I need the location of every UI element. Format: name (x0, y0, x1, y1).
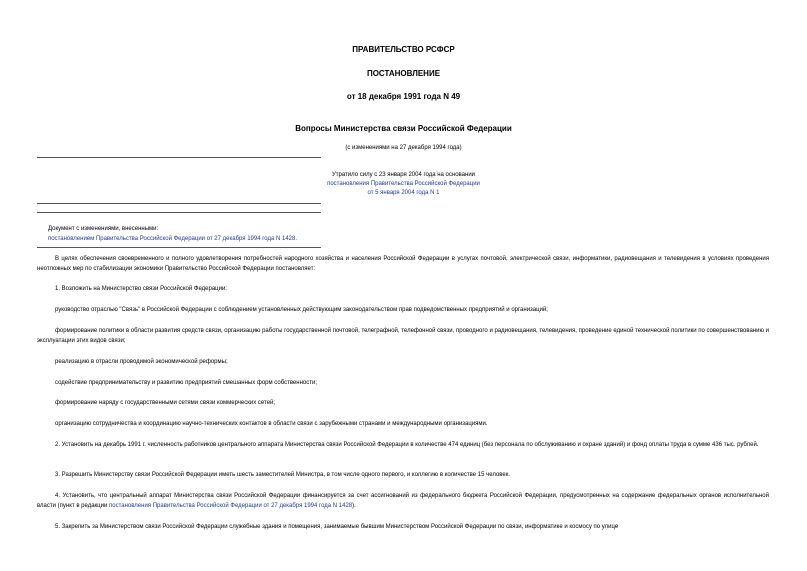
paragraph-4-text: 4. Установить, что центральный аппарат Министерства связи Российской Федерации финансируется за счет ассигнований из федерального бюджета Российской Федерации, предусмотренных на содержание федеральных органов исполнительной власти (пункт в редакции (37, 493, 769, 509)
paragraph-5: 5. Закрепить за Министерством связи Российской Федерации служебные здания и помещения, занимаемые бывшим Министерством Российской Федерации по связи, информатике и космосу по улице (55, 524, 619, 530)
amendments-intro: Документ с изменениями, внесенными: (48, 226, 159, 232)
paragraph-1: 1. Возложить на Министерство связи Российской Федерации: (55, 286, 227, 292)
paragraph-4-end: ). (352, 503, 356, 509)
paragraph-4 (37, 491, 769, 511)
repeal-link-line1[interactable]: постановления Правительства Российской Федерации (327, 181, 480, 187)
paragraph-1a: руководство отраслью "Связь" в Российской Федерации с соблюдением установленных действующим законодательством прав подведомственных предприятий и организаций; (55, 307, 548, 313)
paragraph-1c: реализацию в отрасли проводимой экономической реформы; (55, 359, 228, 365)
divider-rule (37, 203, 321, 204)
divider-rule (37, 157, 321, 158)
status-line: Утратило силу с 23 января 2004 года на основании (331, 172, 476, 178)
paragraph-4-link[interactable]: постановления Правительства Российской Федерации от 27 декабря 1994 года N 1428 (109, 503, 353, 509)
divider-rule (37, 247, 321, 248)
paragraph-1e: формирование наряду с государственными сетями связи коммерческих сетей; (55, 400, 276, 406)
paragraph-1f: организацию сотрудничества и координацию научно-технических контактов в области связи с зарубежными странами и международными организациями. (55, 421, 488, 427)
authority-heading: ПРАВИТЕЛЬСТВО РСФСР (352, 45, 455, 54)
divider-rule (37, 212, 321, 213)
amended-note: (с изменениями на 27 декабря 1994 года) (345, 145, 462, 151)
document-title: Вопросы Министерства связи Российской Федерации (295, 124, 512, 133)
paragraph-3: 3. Разрешить Министерству связи Российской Федерации иметь шесть заместителей Министра, в том числе одного первого, и коллегию в количестве 15 человек. (55, 472, 511, 478)
paragraph-1d: содействие предпринимательству и развитию предприятий смешанных форм собственности; (55, 380, 318, 386)
amendment-link[interactable]: постановлением Правительства Российской Федерации от 27 декабря 1994 года N 1428. (48, 236, 297, 242)
preamble-paragraph: В целях обеспечения своевременного и полного удовлетворения потребностей народного хозяйства и населения Российской Федерации в услугах почтовой, электрической связи, информатики, радиовещания и телевидения в условиях проведения неотложных мер по стабилизации экономики Правительство Российской Федерации постановляет: (37, 256, 769, 272)
repeal-link-line2[interactable]: от 5 января 2004 года N 1 (367, 190, 440, 196)
date-number-heading: от 18 декабря 1991 года N 49 (346, 92, 461, 101)
paragraph-1b: формирование политики в области развития средств связи, организацию работы государственной почтовой, телеграфной, телефонной связи, проводного и радиовещания, телевидения, проведение единой технической политики по совершенствованию и эксплуатации этих видов связи; (37, 328, 769, 344)
paragraph-2: 2. Установить на декабрь 1991 г. численность работников центрального аппарата Министерства связи Российской Федерации в количестве 474 единиц (без персонала по обслуживанию и охране зданий) и фонд оплаты труда в сумме 436 тыс. рублей. (55, 442, 759, 448)
document-type-heading: ПОСТАНОВЛЕНИЕ (366, 69, 441, 78)
